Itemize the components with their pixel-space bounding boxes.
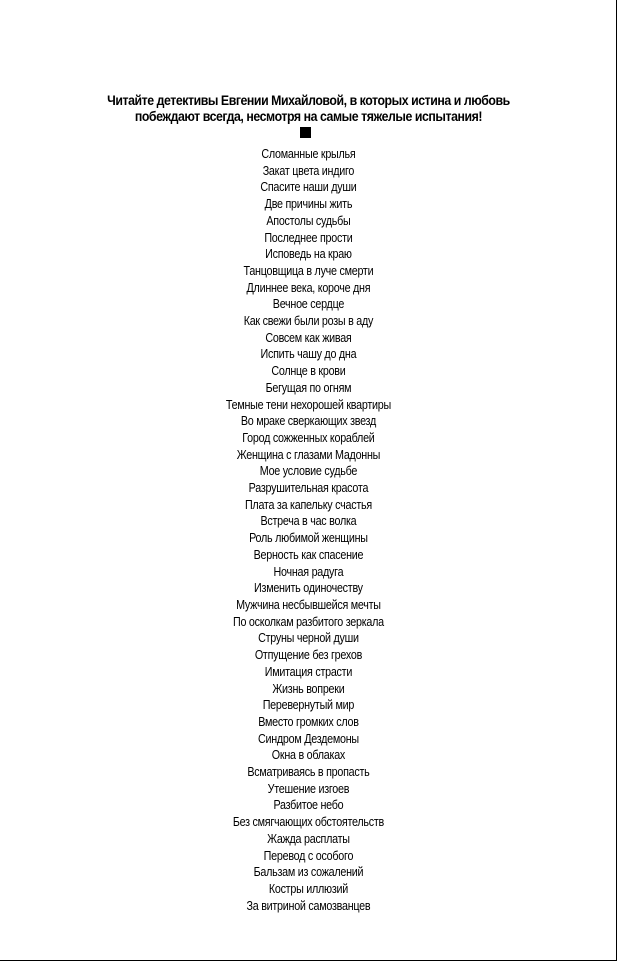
series-intro-heading	[37, 92, 580, 124]
book-title: Перевод с особого	[263, 848, 354, 863]
book-title: Имитация страсти	[264, 664, 353, 679]
book-title: Темные тени нехорошей квартиры	[225, 397, 391, 412]
book-title: Две причины жить	[264, 197, 353, 212]
book-title: Окна в облаках	[271, 748, 346, 763]
book-title: Синдром Дездемоны	[257, 731, 359, 746]
book-title: Плата за капельку счастья	[244, 497, 372, 512]
book-title: Женщина с глазами Мадонны	[236, 447, 381, 462]
book-title: Вместо громких слов	[258, 714, 359, 729]
book-title: Мужчина несбывшейся мечты	[236, 597, 381, 612]
book-title: Спасите наши души	[260, 180, 357, 195]
book-title: Без смягчающих обстоятельств	[232, 815, 385, 830]
book-title: Апостолы судьбы	[266, 213, 351, 228]
book-title: По осколкам разбитого зеркала	[232, 614, 384, 629]
book-title: Испить чашу до дна	[260, 347, 357, 362]
book-title: Город сожженных кораблей	[242, 430, 375, 445]
book-title: Сломанные крылья	[261, 147, 356, 161]
book-title: Закат цвета индиго	[262, 163, 355, 178]
book-title: Бегущая по огням	[265, 380, 352, 395]
book-title: Мое условие судьбе	[259, 464, 358, 479]
book-title: Струны черной души	[258, 631, 359, 646]
book-title: Жизнь вопреки	[272, 681, 345, 696]
book-title: Вечное сердце	[272, 297, 345, 312]
book-title: Разбитое небо	[273, 798, 344, 813]
square-bullet-icon	[300, 127, 311, 138]
intro-line-2: побеждают всегда, несмотря на самые тяжелые испытания!	[134, 108, 483, 124]
book-title: Исповедь на краю	[265, 247, 352, 262]
book-title: Роль любимой женщины	[249, 531, 368, 546]
book-title: Жажда расплаты	[267, 831, 350, 846]
book-title: Перевернутый мир	[262, 698, 355, 713]
book-title: Длиннее века, короче дня	[246, 280, 371, 295]
book-title: Костры иллюзий	[268, 881, 349, 896]
book-title: Как свежи были розы в аду	[243, 314, 374, 329]
book-title: Отпущение без грехов	[254, 648, 363, 663]
book-title: Утешение изгоев	[267, 781, 350, 796]
book-title: Встреча в час волка	[260, 514, 357, 529]
book-title: За витриной самозванцев	[246, 898, 371, 913]
book-title: Последнее прости	[264, 230, 353, 245]
book-title: Танцовщица в луче смерти	[243, 263, 374, 278]
book-title: Бальзам из сожалений	[253, 865, 364, 880]
book-title: Ночная радуга	[273, 564, 344, 579]
intro-line-1: Читайте детективы Евгении Михайловой, в которых истина и любовь	[107, 92, 510, 108]
book-title: Во мраке сверкающих звезд	[240, 414, 377, 429]
book-title: Разрушительная красота	[248, 481, 369, 496]
book-title: Совсем как живая	[265, 330, 352, 345]
book-title: Изменить одиночеству	[254, 581, 363, 596]
book-title: Верность как спасение	[253, 547, 364, 562]
book-title: Всматриваясь в пропасть	[247, 765, 370, 780]
book-titles-list	[43, 146, 574, 914]
book-title: Солнце в крови	[271, 364, 346, 379]
